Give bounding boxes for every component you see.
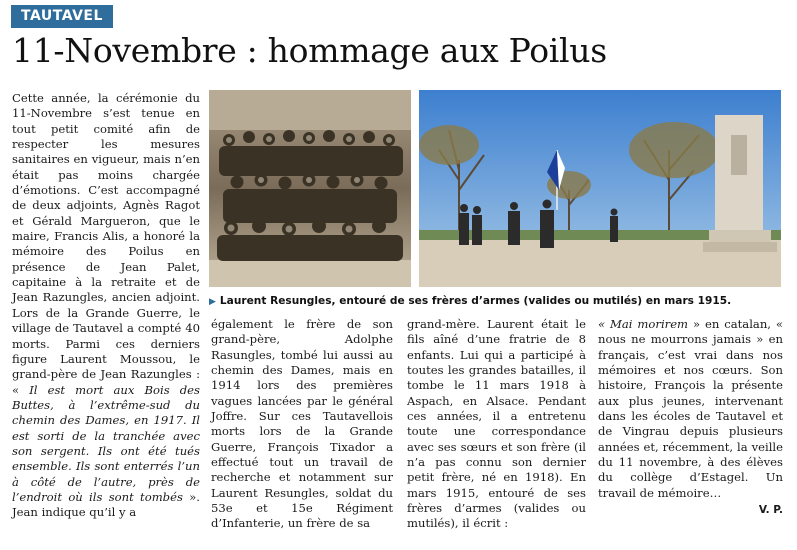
author-signature: V. P.	[758, 504, 783, 517]
paragraph	[12, 91, 200, 521]
caption-text: Laurent Resungles, entouré de ses frères d’armes (valides ou mutilés) en mars 1915.	[219, 295, 732, 307]
paragraph	[598, 317, 783, 501]
article-column-2	[211, 317, 393, 532]
soldiers-group-photo	[209, 90, 411, 287]
article-column-4	[598, 317, 783, 518]
quote-text: « Mai morirem	[598, 317, 689, 331]
section-kicker: TAUTAVEL	[11, 5, 113, 28]
headline: 11-Novembre : hommage aux Poilus	[12, 31, 607, 70]
body-text: ». Jean indique qu’il y a	[12, 489, 200, 520]
caption-arrow-icon: ▶	[209, 297, 216, 307]
quote-text: Il est mort aux Bois des Buttes, à l’extrême-sud du chemin des Dames, en 1917. Il est sorti de la tranchée avec son sergent. Ils ont été tués ensemble. Ils sont enterrés l’un à côté de l’autre, près de l’endroit où ils sont tombés	[12, 382, 200, 504]
body-text: Cette année, la cérémonie du 11-Novembre s’est tenue en tout petit comité afin de respecter les mesures sanitaires en vigueur, mais n’en était pas moins chargée d’émotions. C’est accompagné de deux adjoints, Agnès Ragot et Gérald Margueron, que le maire, Francis Alis, a honoré la mémoire des Poilus en présence de Jean Palet, capitaine à la retraite et de Jean Razungles, ancien adjoint. Lors de la Grande Guerre, le village de Tautavel a compté 40 morts. Parmi ces derniers figure Laurent Moussou, le grand-père de Jean Razungles : «	[12, 91, 200, 397]
paragraph: également le frère de son grand-père, Adolphe Rasungles, tombé lui aussi au chemin des Dames, mais en 1914 lors des premières vagues lancées par le général Joffre. Sur ces Tautavellois morts lors de la Grande Guerre, François Tixador a effectué tout un travail de recherche et notamment sur Laurent Resungles, soldat du 53e et 15e Régiment d’Infanterie, un frère de sa	[211, 317, 393, 531]
ceremony-monument-photo	[419, 90, 781, 287]
article-column-3	[407, 317, 586, 532]
article-column-1	[12, 91, 200, 521]
body-text: » en catalan, « nous ne mourrons jamais » en français, c’est vrai dans nos mémoires et nos cœurs. Son histoire, François la présente aux plus jeunes, intervenant dans les écoles de Tautavel et de Vingrau depuis plusieurs années et, récemment, la veille du 11 novembre, à des élèves du collège d’Estagel. Un travail de mémoire…	[598, 317, 783, 500]
photo-caption	[209, 292, 784, 310]
paragraph: grand-mère. Laurent était le fils aîné d’une fratrie de 8 enfants. Lui qui a participé à toutes les grandes batailles, il tombe le 11 mars 1918 à Aspach, en Alsace. Pendant ces années, il a entretenu toute une correspondance avec ses sœurs et son frère (il n’a pas connu son dernier petit frère, né en 1918). En mars 1915, entouré de ses frères d’armes (valides ou mutilés), il écrit :	[407, 317, 586, 531]
